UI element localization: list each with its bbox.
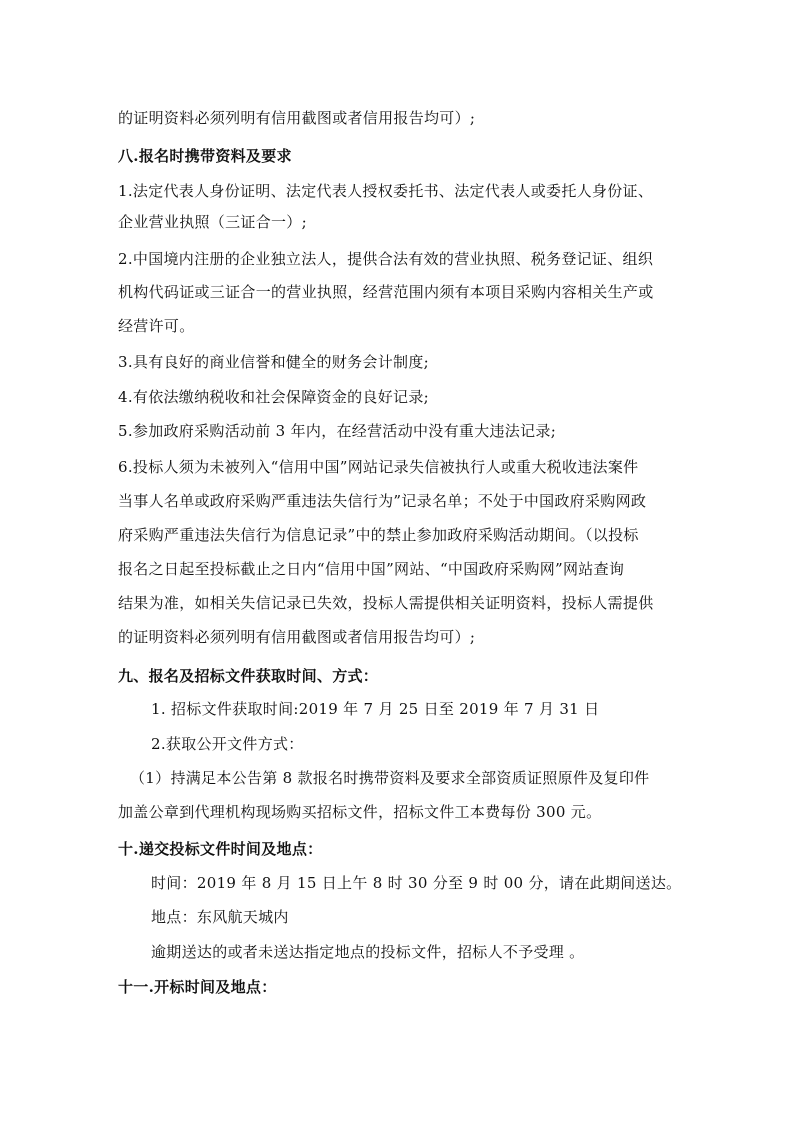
text-line: 时间：2019 年 8 月 15 日上午 8 时 30 分至 9 时 00 分，请在此期间送达。 bbox=[151, 874, 682, 892]
text-line: 当事人名单或政府采购严重违法失信行为”记录名单；不处于中国政府采购网政 bbox=[118, 492, 647, 510]
text-line: 6.投标人须为未被列入“信用中国”网站记录失信被执行人或重大税收违法案件 bbox=[118, 458, 639, 476]
text-line: 2.获取公开文件方式： bbox=[151, 735, 304, 753]
section-heading-11: 十一.开标时间及地点： bbox=[118, 978, 277, 996]
text-line: 企业营业执照（三证合一）; bbox=[118, 213, 307, 231]
text-line: 5.参加政府采购活动前 3 年内，在经营活动中没有重大违法记录; bbox=[118, 422, 557, 440]
section-heading-10: 十.递交投标文件时间及地点： bbox=[118, 840, 323, 858]
text-line: 逾期送达的或者未送达指定地点的投标文件，招标人不予受理 。 bbox=[151, 943, 585, 961]
section-heading-9: 九、报名及招标文件获取时间、方式： bbox=[118, 667, 379, 685]
text-line: 报名之日起至投标截止之日内“信用中国”网站、“中国政府采购网”网站查询 bbox=[118, 560, 625, 578]
text-line: 4.有依法缴纳税收和社会保障资金的良好记录; bbox=[118, 388, 429, 406]
text-line: 结果为准，如相关失信记录已失效，投标人需提供相关证明资料，投标人需提供 bbox=[118, 594, 654, 612]
text-line: 的证明资料必须列明有信用截图或者信用报告均可）; bbox=[118, 628, 476, 646]
text-line: 3.具有良好的商业信誉和健全的财务会计制度; bbox=[118, 353, 429, 371]
text-line: 1.法定代表人身份证明、法定代表人授权委托书、法定代表人或委托人身份证、 bbox=[118, 182, 654, 200]
text-line: 经营许可。 bbox=[118, 317, 195, 335]
text-line: 1. 招标文件获取时间:2019 年 7 月 25 日至 2019 年 7 月 31 日 bbox=[151, 700, 600, 718]
text-line: 机构代码证或三证合一的营业执照，经营范围内须有本项目采购内容相关生产或 bbox=[118, 283, 654, 301]
text-line: 的证明资料必须列明有信用截图或者信用报告均可）; bbox=[118, 109, 476, 127]
section-heading-8: 八.报名时携带资料及要求 bbox=[118, 147, 292, 165]
text-line: （1）持满足本公告第 8 款报名时携带资料及要求全部资质证照原件及复印件 bbox=[130, 769, 650, 787]
text-line: 地点：东风航天城内 bbox=[151, 908, 289, 926]
text-line: 2.中国境内注册的企业独立法人，提供合法有效的营业执照、税务登记证、组织 bbox=[118, 250, 654, 268]
text-line: 府采购严重违法失信行为信息记录”中的禁止参加政府采购活动期间。（以投标 bbox=[118, 526, 639, 544]
text-line: 加盖公章到代理机构现场购买招标文件，招标文件工本费每份 300 元。 bbox=[118, 803, 602, 821]
